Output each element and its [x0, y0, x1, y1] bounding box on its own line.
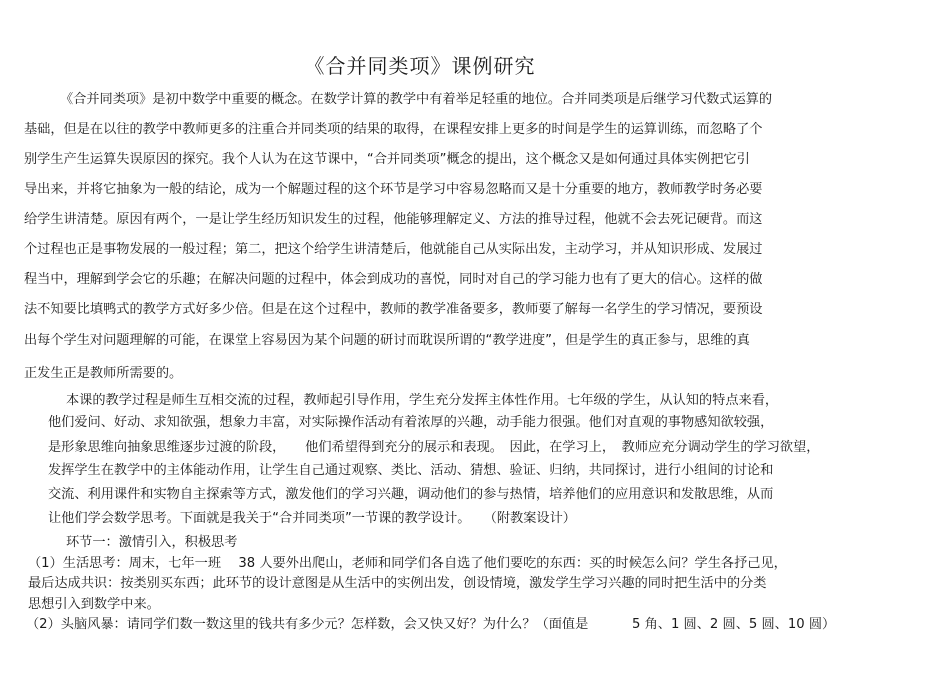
paragraph-1-line: 法不知要比填鸭式的教学方式好多少倍。但是在这个过程中，教师的教学准备要多，教师要了解每一名学生的学习情况，要预设 [24, 302, 763, 317]
paragraph-1-line: 别学生产生运算失误原因的探究。我个人认为在这节课中，“合并同类项”概念的提出，这个概念又是如何通过具体实例把它引 [24, 152, 750, 167]
document-title: 《合并同类项》课例研究 [304, 54, 536, 78]
paragraph-1-line: 程当中，理解到学会它的乐趣；在解决问题的过程中，体会到成功的喜悦，同时对自己的学习能力也有了更大的信心。这样的做 [24, 272, 763, 287]
paragraph-2-line: 本课的教学过程是师生互相交流的过程，教师起引导作用，学生充分发挥主体性作用。七年级的学生，从认知的特点来看， [66, 393, 779, 408]
paragraph-1-line: 基础，但是在以往的教学中教师更多的注重合并同类项的结果的取得，在课程安排上更多的时间是学生的运算训练，而忽略了个 [24, 122, 763, 137]
paragraph-2-line: 他们爱问、好动、求知欲强，想象力丰富，对实际操作活动有着浓厚的兴趣，动手能力很强。他们对直观的事物感知欲较强， [48, 415, 774, 430]
item-1-line: （1）生活思考：周末，七年一班 38 人要外出爬山，老师和同学们各自选了他们要吃的东西：买的时候怎么问？学生各抒己见， [28, 556, 787, 571]
paragraph-2-line: 发挥学生在教学中的主体能动作用，让学生自己通过观察、类比、活动、猜想、验证、归纳，共同探讨，进行小组间的讨论和 [48, 463, 774, 478]
item-1-line: 最后达成共识：按类别买东西；此环节的设计意图是从生活中的实例出发，创设情境，激发学生学习兴趣的同时把生活中的分类 [28, 576, 767, 591]
paragraph-1-line: 《合并同类项》是初中数学中重要的概念。在数学计算的教学中有着举足轻重的地位。合并同类项是后继学习代数式运算的 [60, 92, 773, 107]
item-1-line: 思想引入到数学中来。 [28, 597, 160, 612]
paragraph-2-line: 让他们学会数学思考。下面就是我关于“合并同类项”一节课的教学设计。 （附教案设计） [48, 511, 576, 526]
paragraph-1-line: 个过程也正是事物发展的一般过程；第二，把这个给学生讲清楚后，他就能自己从实际出发，主动学习，并从知识形成、发展过 [24, 242, 763, 257]
paragraph-1-line: 正发生正是教师所需要的。 [24, 366, 183, 381]
item-2-line: （2）头脑风暴：请同学们数一数这里的钱共有多少元？怎样数，会又快又好？为什么？（面值是 5 角、1 圆、2 圆、5 圆、10 圆） [26, 617, 836, 632]
section-heading: 环节一：激情引入，积极思考 [66, 535, 238, 550]
paragraph-2-line: 交流、利用课件和实物自主探索等方式，激发他们的学习兴趣，调动他们的参与热情，培养他们的应用意识和发散思维，从而 [48, 487, 774, 502]
paragraph-2-line: 是形象思维向抽象思维逐步过渡的阶段， 他们希望得到充分的展示和表现。 因此，在学习上， 教师应充分调动学生的学习欲望， [48, 440, 820, 455]
paragraph-1-line: 出每个学生对问题理解的可能，在课堂上容易因为某个问题的研讨而耽误所谓的“教学进度”，但是学生的真正参与，思维的真 [24, 333, 750, 348]
paragraph-1-line: 导出来，并将它抽象为一般的结论，成为一个解题过程的这个环节是学习中容易忽略而又是十分重要的地方，教师教学时务必要 [24, 182, 763, 197]
paragraph-1-line: 给学生讲清楚。原因有两个，一是让学生经历知识发生的过程，他能够理解定义、方法的推导过程，他就不会去死记硬背。而这 [24, 212, 763, 227]
